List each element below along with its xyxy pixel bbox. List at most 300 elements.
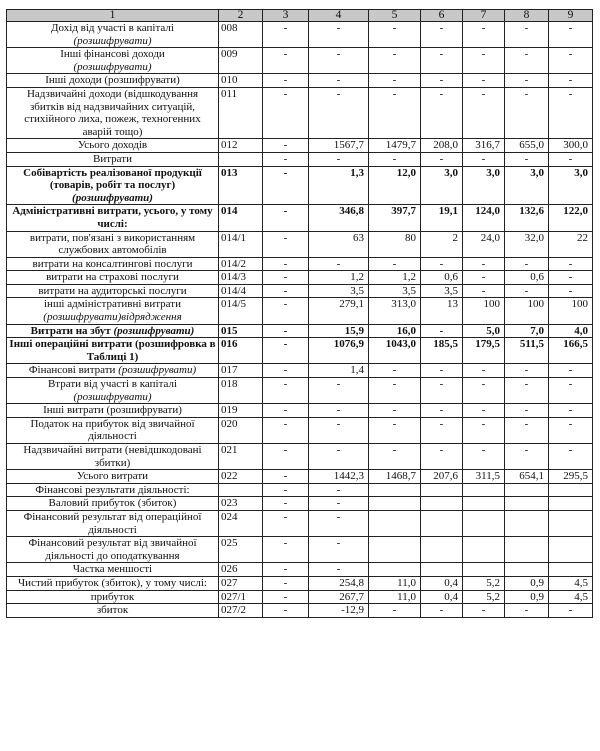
cell-value: 0,9 xyxy=(505,576,549,590)
cell-value: - xyxy=(263,205,309,231)
row-code: 027/2 xyxy=(219,604,263,618)
row-note: (розшифрувати) xyxy=(72,191,153,204)
cell-value xyxy=(369,537,421,563)
financial-results-table xyxy=(6,9,593,618)
table-row xyxy=(7,231,593,257)
cell-value: - xyxy=(309,257,369,271)
row-label xyxy=(7,537,219,563)
table-row xyxy=(7,298,593,324)
row-label xyxy=(7,87,219,138)
row-note: (розшифрувати)відрядження xyxy=(43,311,182,324)
cell-value: - xyxy=(309,497,369,511)
row-label xyxy=(7,271,219,285)
cell-value: - xyxy=(421,87,463,138)
cell-value: - xyxy=(369,364,421,378)
cell-value xyxy=(369,563,421,577)
column-header: 1 xyxy=(7,10,219,22)
cell-value: - xyxy=(263,404,309,418)
cell-value: 24,0 xyxy=(463,231,505,257)
cell-value xyxy=(505,510,549,536)
row-code: 014/1 xyxy=(219,231,263,257)
cell-value: - xyxy=(309,510,369,536)
cell-value: - xyxy=(263,166,309,205)
row-label-text: Фінансові результати діяльності: xyxy=(35,483,190,496)
cell-value: - xyxy=(549,284,593,298)
cell-value: - xyxy=(463,364,505,378)
cell-value: - xyxy=(549,74,593,88)
row-label xyxy=(7,364,219,378)
cell-value: - xyxy=(263,563,309,577)
cell-value: 11,0 xyxy=(369,590,421,604)
cell-value: 100 xyxy=(505,298,549,324)
row-label xyxy=(7,48,219,74)
row-label-text: Інші доходи (розшифрувати) xyxy=(45,74,180,87)
column-header: 9 xyxy=(549,10,593,22)
row-label xyxy=(7,576,219,590)
table-row xyxy=(7,444,593,470)
cell-value xyxy=(421,483,463,497)
cell-value: 311,5 xyxy=(463,470,505,484)
cell-value: - xyxy=(505,378,549,404)
row-code: 012 xyxy=(219,139,263,153)
cell-value: - xyxy=(263,87,309,138)
table-body xyxy=(7,22,593,618)
cell-value: - xyxy=(263,590,309,604)
row-note: (розшифрувати) xyxy=(73,390,152,403)
cell-value: 1,3 xyxy=(309,166,369,205)
table-row xyxy=(7,470,593,484)
cell-value: 0,4 xyxy=(421,590,463,604)
cell-value: - xyxy=(263,537,309,563)
cell-value: 1,4 xyxy=(309,364,369,378)
cell-value: 15,9 xyxy=(309,324,369,338)
cell-value: 100 xyxy=(463,298,505,324)
table-row xyxy=(7,510,593,536)
table-row xyxy=(7,22,593,48)
header-row xyxy=(7,10,593,22)
cell-value: - xyxy=(421,257,463,271)
cell-value: - xyxy=(369,444,421,470)
cell-value: 1043,0 xyxy=(369,338,421,364)
cell-value: - xyxy=(263,510,309,536)
row-label xyxy=(7,510,219,536)
cell-value: 4,0 xyxy=(549,324,593,338)
row-label-text: Втрати від участі в капіталі xyxy=(47,378,178,391)
cell-value: - xyxy=(369,417,421,443)
table-row xyxy=(7,537,593,563)
cell-value: - xyxy=(549,417,593,443)
row-code: 024 xyxy=(219,510,263,536)
cell-value: 207,6 xyxy=(421,470,463,484)
column-header: 2 xyxy=(219,10,263,22)
row-code xyxy=(219,483,263,497)
cell-value: - xyxy=(549,48,593,74)
cell-value: 267,7 xyxy=(309,590,369,604)
table-row xyxy=(7,338,593,364)
cell-value: 511,5 xyxy=(505,338,549,364)
cell-value: - xyxy=(263,338,309,364)
cell-value: - xyxy=(309,378,369,404)
cell-value: 5,2 xyxy=(463,590,505,604)
column-header: 6 xyxy=(421,10,463,22)
row-label xyxy=(7,563,219,577)
row-code: 027 xyxy=(219,576,263,590)
row-code: 019 xyxy=(219,404,263,418)
row-code: 022 xyxy=(219,470,263,484)
table-row xyxy=(7,404,593,418)
row-label xyxy=(7,483,219,497)
row-note: (розшифрувати) xyxy=(73,60,152,73)
cell-value: - xyxy=(263,483,309,497)
cell-value xyxy=(463,497,505,511)
cell-value: - xyxy=(369,74,421,88)
cell-value: 1,2 xyxy=(309,271,369,285)
cell-value: - xyxy=(263,604,309,618)
cell-value: - xyxy=(263,48,309,74)
row-label-text: Інші фінансові доходи xyxy=(60,48,165,61)
cell-value: 3,5 xyxy=(309,284,369,298)
row-code: 023 xyxy=(219,497,263,511)
table-row xyxy=(7,378,593,404)
cell-value: - xyxy=(421,378,463,404)
row-label xyxy=(7,205,219,231)
cell-value: 22 xyxy=(549,231,593,257)
table-row xyxy=(7,166,593,205)
row-label xyxy=(7,497,219,511)
row-label-text: витрати на консалтингові послуги xyxy=(32,257,193,270)
cell-value: 2 xyxy=(421,231,463,257)
row-code: 020 xyxy=(219,417,263,443)
cell-value: - xyxy=(263,497,309,511)
cell-value: - xyxy=(263,284,309,298)
cell-value: - xyxy=(369,604,421,618)
row-label-text: витрати на страхові послуги xyxy=(46,271,179,284)
cell-value: - xyxy=(549,271,593,285)
row-code: 008 xyxy=(219,22,263,48)
row-code: 014 xyxy=(219,205,263,231)
cell-value: - xyxy=(309,444,369,470)
cell-value: - xyxy=(263,470,309,484)
cell-value: 3,0 xyxy=(505,166,549,205)
cell-value xyxy=(463,563,505,577)
row-label-text: Валовий прибуток (збиток) xyxy=(48,497,177,510)
table-row xyxy=(7,284,593,298)
cell-value xyxy=(549,497,593,511)
cell-value: 0,6 xyxy=(505,271,549,285)
table-row xyxy=(7,271,593,285)
cell-value: 313,0 xyxy=(369,298,421,324)
row-label-text: прибуток xyxy=(90,590,135,603)
cell-value: - xyxy=(369,22,421,48)
cell-value: 3,0 xyxy=(421,166,463,205)
cell-value: - xyxy=(263,257,309,271)
row-label-text: Дохід від участі в капіталі xyxy=(51,22,174,34)
row-code: 014/5 xyxy=(219,298,263,324)
cell-value xyxy=(463,483,505,497)
cell-value: - xyxy=(505,417,549,443)
row-label xyxy=(7,444,219,470)
row-code xyxy=(219,152,263,166)
cell-value: - xyxy=(463,257,505,271)
cell-value: -12,9 xyxy=(309,604,369,618)
cell-value: - xyxy=(263,231,309,257)
cell-value xyxy=(505,537,549,563)
cell-value: - xyxy=(263,271,309,285)
cell-value: 295,5 xyxy=(549,470,593,484)
cell-value: - xyxy=(309,404,369,418)
cell-value: - xyxy=(463,152,505,166)
row-label xyxy=(7,417,219,443)
row-note: (розшифрувати) xyxy=(118,364,197,377)
table-row xyxy=(7,417,593,443)
row-label-text: Фінансовий результат від звичайної діяльності до оподаткування xyxy=(28,537,197,562)
row-label-text: збиток xyxy=(96,604,129,617)
cell-value: - xyxy=(549,444,593,470)
row-label-text: Витрати xyxy=(93,152,132,165)
cell-value: - xyxy=(549,364,593,378)
cell-value: 208,0 xyxy=(421,139,463,153)
cell-value xyxy=(421,510,463,536)
cell-value: - xyxy=(263,152,309,166)
row-label xyxy=(7,590,219,604)
row-code: 014/4 xyxy=(219,284,263,298)
row-label xyxy=(7,604,219,618)
cell-value: - xyxy=(505,74,549,88)
cell-value: - xyxy=(463,87,505,138)
cell-value xyxy=(549,537,593,563)
row-label xyxy=(7,284,219,298)
table-row xyxy=(7,576,593,590)
cell-value xyxy=(421,537,463,563)
cell-value: 122,0 xyxy=(549,205,593,231)
row-code: 017 xyxy=(219,364,263,378)
cell-value: - xyxy=(369,152,421,166)
row-code: 011 xyxy=(219,87,263,138)
row-label-text: Інші витрати (розшифрувати) xyxy=(43,404,182,417)
cell-value: - xyxy=(369,378,421,404)
column-header: 3 xyxy=(263,10,309,22)
row-label xyxy=(7,22,219,48)
cell-value: 132,6 xyxy=(505,205,549,231)
cell-value: - xyxy=(505,604,549,618)
cell-value: 3,0 xyxy=(463,166,505,205)
cell-value: 63 xyxy=(309,231,369,257)
cell-value: - xyxy=(263,378,309,404)
table-row xyxy=(7,74,593,88)
row-label-text: Фінансовий результат від операційної діяльності xyxy=(23,510,202,536)
cell-value: - xyxy=(421,417,463,443)
row-label xyxy=(7,324,219,338)
cell-value: 279,1 xyxy=(309,298,369,324)
cell-value: 254,8 xyxy=(309,576,369,590)
row-label-text: витрати на аудиторські послуги xyxy=(38,284,187,297)
cell-value: - xyxy=(463,74,505,88)
cell-value: 100 xyxy=(549,298,593,324)
cell-value: - xyxy=(263,364,309,378)
row-note: (розшифрувати) xyxy=(113,324,195,337)
cell-value: - xyxy=(263,74,309,88)
cell-value: 1,2 xyxy=(369,271,421,285)
row-label xyxy=(7,378,219,404)
cell-value: - xyxy=(549,378,593,404)
cell-value: - xyxy=(505,444,549,470)
cell-value: - xyxy=(369,48,421,74)
table-row xyxy=(7,152,593,166)
cell-value: - xyxy=(505,152,549,166)
cell-value: - xyxy=(309,48,369,74)
table-row xyxy=(7,257,593,271)
cell-value: 300,0 xyxy=(549,139,593,153)
cell-value: - xyxy=(463,404,505,418)
table-row xyxy=(7,497,593,511)
column-header: 8 xyxy=(505,10,549,22)
row-label-text: Собівартість реалізованої продукції (товарів, робіт та послуг) xyxy=(23,166,202,192)
cell-value: - xyxy=(263,298,309,324)
cell-value: 12,0 xyxy=(369,166,421,205)
cell-value: - xyxy=(263,139,309,153)
table-row xyxy=(7,483,593,497)
row-label xyxy=(7,404,219,418)
cell-value xyxy=(505,563,549,577)
cell-value: - xyxy=(369,404,421,418)
cell-value: - xyxy=(421,604,463,618)
row-code: 018 xyxy=(219,378,263,404)
cell-value: 13 xyxy=(421,298,463,324)
cell-value: - xyxy=(263,22,309,48)
cell-value: - xyxy=(421,48,463,74)
row-code: 014/3 xyxy=(219,271,263,285)
column-header: 5 xyxy=(369,10,421,22)
cell-value: - xyxy=(505,257,549,271)
cell-value: - xyxy=(549,87,593,138)
table-row xyxy=(7,364,593,378)
cell-value: - xyxy=(421,22,463,48)
row-label-text: Адміністративні витрати, усього, у тому числі: xyxy=(12,205,213,230)
cell-value: - xyxy=(463,271,505,285)
cell-value: 3,0 xyxy=(549,166,593,205)
table-row xyxy=(7,48,593,74)
cell-value: - xyxy=(463,444,505,470)
cell-value xyxy=(369,510,421,536)
table-row xyxy=(7,563,593,577)
cell-value: 32,0 xyxy=(505,231,549,257)
cell-value: 1076,9 xyxy=(309,338,369,364)
row-label xyxy=(7,298,219,324)
table-row xyxy=(7,604,593,618)
cell-value: 80 xyxy=(369,231,421,257)
cell-value: - xyxy=(463,378,505,404)
cell-value: 346,8 xyxy=(309,205,369,231)
cell-value: 185,5 xyxy=(421,338,463,364)
row-label-text: витрати, пов'язані з використанням службових автомобілів xyxy=(29,231,196,257)
cell-value: - xyxy=(505,364,549,378)
row-code: 014/2 xyxy=(219,257,263,271)
cell-value: - xyxy=(369,257,421,271)
row-label xyxy=(7,257,219,271)
row-label-text: Частка меншості xyxy=(72,563,153,576)
cell-value: - xyxy=(263,576,309,590)
table-row xyxy=(7,205,593,231)
cell-value: - xyxy=(463,48,505,74)
cell-value: - xyxy=(463,604,505,618)
cell-value: - xyxy=(505,87,549,138)
row-label xyxy=(7,139,219,153)
row-label-text: Чистий прибуток (збиток), у тому числі: xyxy=(18,576,207,589)
cell-value xyxy=(505,483,549,497)
cell-value: - xyxy=(421,74,463,88)
cell-value: - xyxy=(263,324,309,338)
cell-value: - xyxy=(309,537,369,563)
cell-value: - xyxy=(463,22,505,48)
column-header: 7 xyxy=(463,10,505,22)
cell-value: - xyxy=(309,483,369,497)
cell-value: 1479,7 xyxy=(369,139,421,153)
cell-value: - xyxy=(309,74,369,88)
cell-value: 316,7 xyxy=(463,139,505,153)
cell-value: 3,5 xyxy=(369,284,421,298)
cell-value: 179,5 xyxy=(463,338,505,364)
row-code: 021 xyxy=(219,444,263,470)
cell-value: - xyxy=(421,444,463,470)
cell-value: 1567,7 xyxy=(309,139,369,153)
table-row xyxy=(7,139,593,153)
row-label-text: Витрати на збут xyxy=(30,324,111,337)
cell-value: 397,7 xyxy=(369,205,421,231)
row-label-text: Усього доходів xyxy=(77,139,148,152)
table-row xyxy=(7,324,593,338)
cell-value: 124,0 xyxy=(463,205,505,231)
cell-value xyxy=(369,497,421,511)
cell-value: 654,1 xyxy=(505,470,549,484)
cell-value: - xyxy=(505,22,549,48)
cell-value: - xyxy=(549,22,593,48)
cell-value: - xyxy=(309,87,369,138)
cell-value: - xyxy=(549,604,593,618)
row-label-text: Фінансові витрати xyxy=(28,364,116,377)
cell-value: - xyxy=(263,444,309,470)
row-label-text: інші адміністративні витрати xyxy=(44,298,181,311)
cell-value: - xyxy=(549,404,593,418)
row-code: 025 xyxy=(219,537,263,563)
row-label-text: Інші операційні витрати (розшифровка в Таблиці 1) xyxy=(9,338,216,363)
row-code: 013 xyxy=(219,166,263,205)
row-code: 027/1 xyxy=(219,590,263,604)
row-code: 015 xyxy=(219,324,263,338)
cell-value xyxy=(549,563,593,577)
cell-value: - xyxy=(369,87,421,138)
row-note: (розшифрувати) xyxy=(73,34,152,47)
cell-value xyxy=(421,563,463,577)
cell-value: - xyxy=(421,152,463,166)
table-row xyxy=(7,590,593,604)
cell-value: 11,0 xyxy=(369,576,421,590)
cell-value: - xyxy=(421,404,463,418)
row-label-text: Надзвичайні витрати (невідшкодовані збитки) xyxy=(23,444,202,469)
cell-value: 0,4 xyxy=(421,576,463,590)
row-label xyxy=(7,74,219,88)
cell-value: - xyxy=(421,364,463,378)
row-label xyxy=(7,231,219,257)
cell-value: - xyxy=(505,48,549,74)
cell-value: 3,5 xyxy=(421,284,463,298)
row-code: 026 xyxy=(219,563,263,577)
row-label xyxy=(7,338,219,364)
cell-value: 1442,3 xyxy=(309,470,369,484)
cell-value: - xyxy=(309,152,369,166)
cell-value: - xyxy=(463,284,505,298)
row-label-text: Податок на прибуток від звичайної діяльності xyxy=(30,417,195,443)
cell-value xyxy=(369,483,421,497)
